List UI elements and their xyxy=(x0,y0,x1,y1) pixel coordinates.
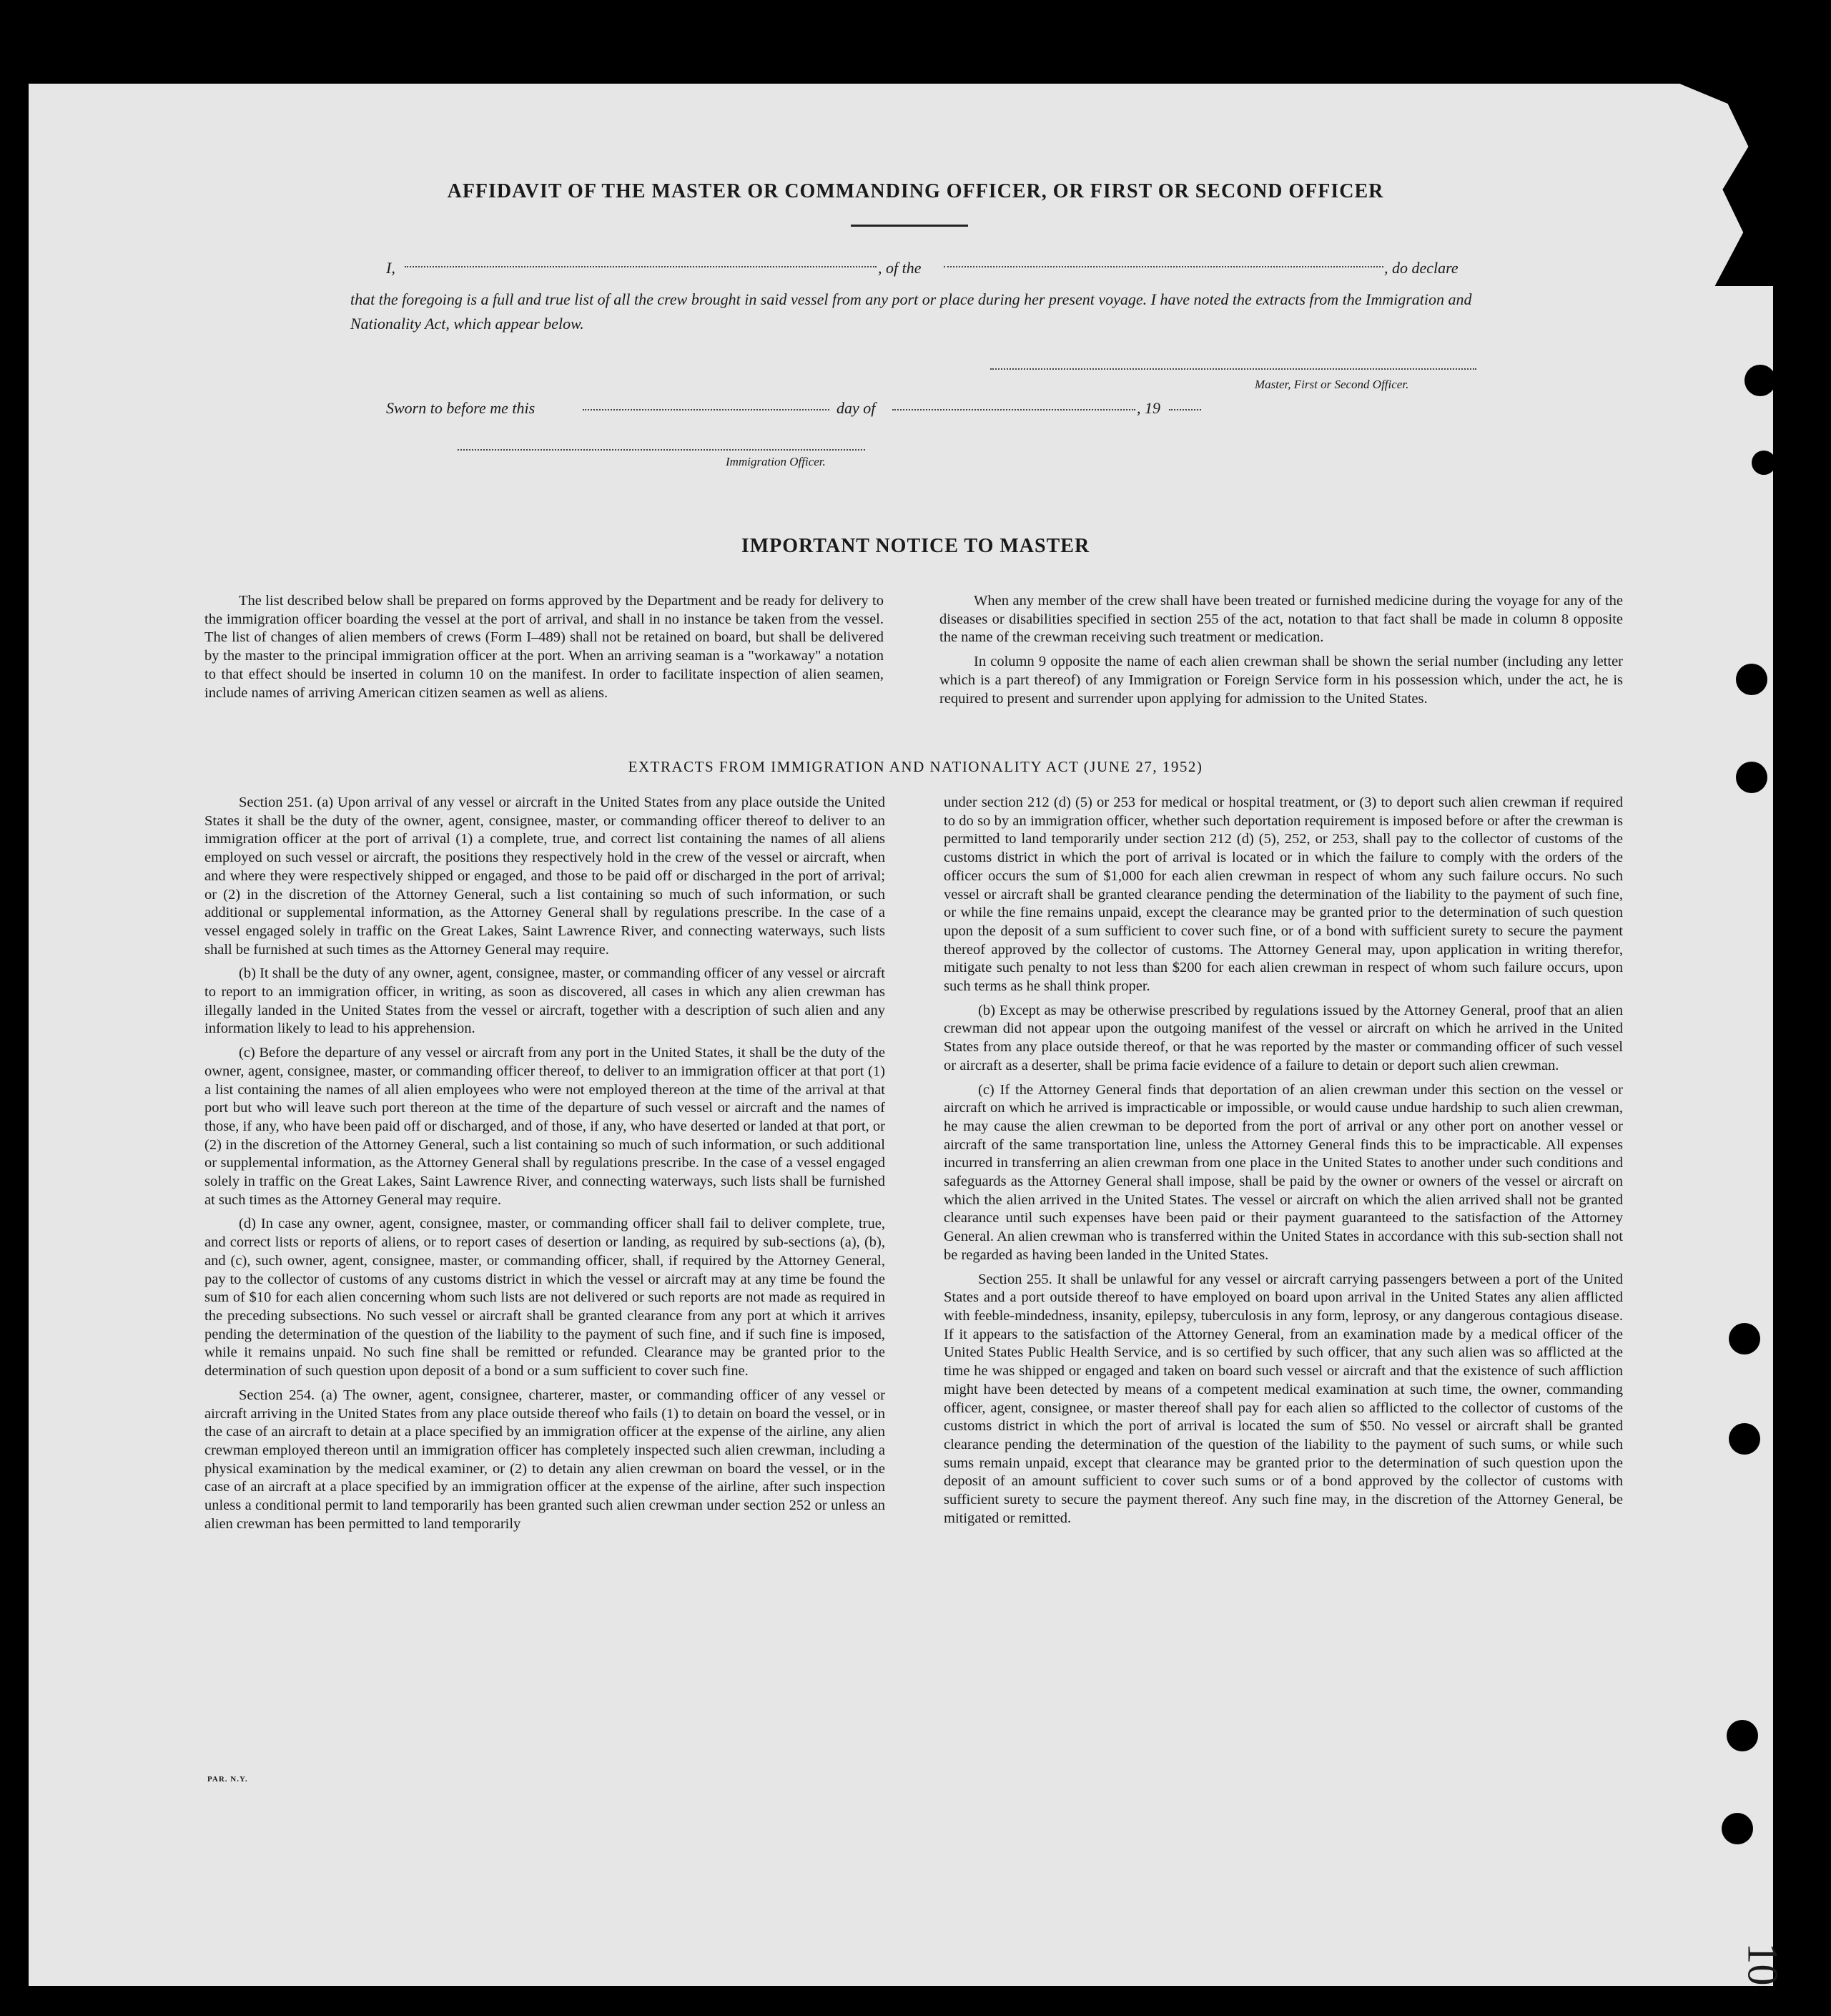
line-i: I, xyxy=(386,259,395,277)
extract-paragraph: (d) In case any owner, agent, consignee, master, or commanding officer shall fail to deliver complete, true, and correct lists or reports of aliens, or to report cases of desertion or landing, as required by sub-sections (a), (b), and (c), such owner, agent, consignee, master, or commanding officer, shall, if required by the Attorney General, pay to the collector of customs of any customs district in which the vessel or aircraft may at any time be found the sum of $10 for each alien concerning whom such lists are not delivered or such reports are not made as required in the preceding subsections. No such vessel or aircraft shall be granted clearance from any port at which it arrives pending the determination of the question of the liability to the payment of such fine, and if such fine is imposed, while it remains unpaid. No such fine shall be remitted or refunded. Clearance may be granted prior to the determination of such question upon deposit of a bond or a sum sufficient to cover such fine. xyxy=(204,1216,885,1380)
extract-paragraph: (b) Except as may be otherwise prescribed by regulations issued by the Attorney General, proof that an alien crewman did not appear upon the outgoing manifest of the vessel or aircraft on which he arrived in the United States from any place outside thereof, or that he was reported by the master or commanding officer of such vessel or aircraft as a deserter, shall be prima facie evidence of a failure to detain or deport such alien crewman. xyxy=(944,1002,1623,1073)
extract-paragraph: (c) If the Attorney General finds that deportation of an alien crewman under this section on the vessel or aircraft on which he arrived is impracticable or impossible, or would cause undue hardship to such alien crewman, he may cause the alien crewman to be deported from the port of arrival or any other port on another vessel or aircraft of the same transportation line, unless the Attorney General finds this to be impracticable. All expenses incurred in transferring an alien crewman from one place in the United States to another under such conditions and safeguards as the Attorney General shall impose, shall be paid by the owner or owners of the vessel or aircraft on which the alien arrived in the United States. The vessel or aircraft on which the alien arrived shall not be granted clearance until such expenses have been paid or their payment guaranteed to the satisfaction of the Attorney General. An alien crewman who is transferred within the United States in accordance with this sub-section shall not be regarded as having been landed in the United States. xyxy=(944,1081,1623,1263)
punch-hole xyxy=(1722,1813,1753,1844)
notice-right-paragraph: In column 9 opposite the name of each alien crewman shall be shown the serial number (including any letter which is a part thereof) of any Immigration or Foreign Service form in his possession which, under the act, he is required to present and surrender upon applying for admission to the United States. xyxy=(939,654,1623,707)
line-of-the: , of the xyxy=(878,259,922,277)
notice-right-paragraph: When any member of the crew shall have been treated or furnished medicine during the voyage for any of the diseases or disabilities specified in section 255 of the act, notation to that fact shall be made in column 8 opposite the name of the crewman receiving such treatment or medication. xyxy=(939,593,1623,646)
notice-left-paragraph: The list described below shall be prepared on forms approved by the Department and be ready for delivery to the immigration officer boarding the vessel at the port of arrival, and shall in no instance be taken from the vessel. The list of changes of alien members of crews (Form I–489) shall not be retained on board, but shall be delivered by the master to the principal immigration officer at the port. When an arriving seaman is a "workaway" a notation to that effect should be inserted in column 10 on the manifest. In order to facilitate inspection of alien seamen, include names of arriving American citizen seamen as well as aliens. xyxy=(204,593,884,701)
vessel-blank[interactable] xyxy=(944,266,1383,267)
punch-hole xyxy=(1744,365,1776,396)
extracts-left-column xyxy=(204,794,885,1539)
extracts-title: EXTRACTS FROM IMMIGRATION AND NATIONALITY ACT (JUNE 27, 1952) xyxy=(628,758,1203,775)
extract-paragraph: under section 212 (d) (5) or 253 for medical or hospital treatment, or (3) to deport such alien crewman if required to do so by an immigration officer, whether such deportation requirement is imposed before or after the crewman is permitted to land temporarily under section 212 (d) (5), 252, or 253, shall pay to the collector of customs of the customs district in which the port of arrival is located or in which the failure to comply with the orders of the officer occurs the sum of $1,000 for each alien crewman in respect of whom any such failure occurs. No such vessel or aircraft shall be granted clearance pending the determination of the liability to the payment of such fine, or while the fine remains unpaid, except the clearance may be granted prior to the determination of such question upon the deposit of a sum sufficient to cover such fine, or of a bond with sufficient surety to secure the payment thereof approved by the collector of customs. The Attorney General may, upon application in writing therefor, mitigate such penalty to not less than $200 for each alien crewman in respect of whom such failure occurs, upon such terms as he shall think proper. xyxy=(944,795,1623,995)
notice-right xyxy=(939,592,1623,714)
sworn-month-blank[interactable] xyxy=(892,409,1135,410)
extract-paragraph: Section 251. (a) Upon arrival of any vessel or aircraft in the United States from any place outside the United States it shall be the duty of the owner, agent, consignee, master, or commanding officer thereof to deliver to an immigration officer at the port of arrival (1) a complete, true, and correct list containing the names of all aliens employed on such vessel or aircraft, the positions they respectively hold in the crew of the vessel or aircraft, when and where they were respectively shipped or engaged, and those to be paid off or discharged in the port of arrival; or (2) in the discretion of the Attorney General, such a list containing so much of such information, or such additional or supplemental information, as the Attorney General shall by regulations prescribe. In the case of a vessel engaged solely in traffic on the Great Lakes, Saint Lawrence River, and connecting waterways, such lists shall be furnished at such times as the Attorney General may require. xyxy=(204,795,885,958)
extract-paragraph: (b) It shall be the duty of any owner, agent, consignee, master, or commanding officer of any vessel or aircraft to report to an immigration officer, in writing, as soon as discovered, all cases in which any alien crewman has illegally landed in the United States from the vessel or aircraft, together with a description of such alien and any information likely to lead to his apprehension. xyxy=(204,965,885,1037)
master-signature-blank[interactable] xyxy=(990,368,1476,370)
line-do-declare: , do declare xyxy=(1384,259,1459,277)
notice-left xyxy=(204,592,884,708)
day-of-text: day of xyxy=(836,399,876,417)
sworn-day-blank[interactable] xyxy=(583,409,829,410)
master-label: Master, First or Second Officer. xyxy=(1255,378,1409,391)
punch-hole xyxy=(1752,451,1776,475)
sworn-year-blank[interactable] xyxy=(1169,409,1201,410)
name-blank[interactable] xyxy=(405,266,877,267)
printer-mark: PAR. N.Y. xyxy=(207,1775,248,1784)
officer-signature-blank[interactable] xyxy=(458,449,865,451)
sworn-text: Sworn to before me this xyxy=(386,399,536,417)
extracts-right-column xyxy=(944,794,1623,1533)
officer-label: Immigration Officer. xyxy=(726,455,826,468)
punch-hole xyxy=(1727,1720,1758,1751)
title-rule xyxy=(851,225,968,227)
extract-paragraph: (c) Before the departure of any vessel or aircraft from any port in the United States, it shall be the duty of the owner, agent, consignee, master, or commanding officer thereof, to deliver to an immigration officer at that port (1) a list containing the names of all alien employees who were not employed thereon at the time of the arrival at that port but who will leave such port thereon at the time of the departure of such vessel or aircraft and the names of those, if any, who have been paid off or discharged, and of those, if any, who have deserted or landed at that port, or (2) in the discretion of the Attorney General, such a list containing so much of such information, or such additional or supplemental information, as the Attorney General shall by regulations prescribe. In the case of a vessel engaged solely in traffic on the Great Lakes, Saint Lawrence River, and connecting waterways, such lists shall be furnished at such times as the Attorney General may require. xyxy=(204,1045,885,1208)
page-number: 10 xyxy=(1739,1942,1787,1986)
extract-paragraph: Section 255. It shall be unlawful for any vessel or aircraft carrying passengers between a port of the United States and a port outside thereof to have employed on board upon arrival in the United States any alien afflicted with feeble-mindedness, insanity, epilepsy, tuberculosis in any form, leprosy, or any dangerous contagious disease. If it appears to the satisfaction of the Attorney General, from an examination made by a medical officer of the United States Public Health Service, and is so certified by such officer, that any such alien was so afflicted at the time he was shipped or engaged and taken on board such vessel or aircraft and that the existence of such affliction might have been detected by means of a competent medical examination at such time, the owner, commanding officer, agent, consignee, or master thereof shall pay for each alien so afflicted to the collector of customs of the customs district in which the port of arrival is located the sum of $50. No vessel or aircraft shall be granted clearance pending the determination of the question of the liability to the payment of such sums, or while such sums remain unpaid, except that clearance may be granted prior to the determination of such question upon the deposit of an amount sufficient to cover such sums or of a bond approved by the collector of customs with sufficient surety to secure the payment thereof. Any such fine may, in the discretion of the Attorney General, be mitigated or remitted. xyxy=(944,1271,1623,1526)
year-text: , 19 xyxy=(1137,399,1160,417)
affidavit-title: AFFIDAVIT OF THE MASTER OR COMMANDING OFFICER, OR FIRST OR SECOND OFFICER xyxy=(447,180,1384,202)
extract-paragraph: Section 254. (a) The owner, agent, consignee, charterer, master, or commanding officer of any vessel or aircraft arriving in the United States from any place outside thereof who fails (1) to detain on board the vessel, or in the case of an aircraft to detain at a place specified by an immigration officer at the expense of the airline, any alien crewman employed thereon until an immigration officer has completely inspected such alien crewman, including a physical examination by the medical examiner, or (2) to detain any alien crewman on board the vessel, or in the case of an aircraft at a place specified by an immigration officer at the expense of the airline, after such inspection unless a conditional permit to land temporarily has been granted such alien crewman under section 252 or unless an alien crewman has been permitted to land temporarily xyxy=(204,1387,885,1532)
punch-hole xyxy=(1729,1423,1760,1455)
punch-hole xyxy=(1736,664,1767,695)
declaration-text: that the foregoing is a full and true list of all the crew brought in said vessel from any port or place during her present voyage. I have noted the extracts from the Immigration and Nationality Act, which appear below. xyxy=(350,290,1472,333)
punch-hole xyxy=(1729,1323,1760,1354)
notice-title: IMPORTANT NOTICE TO MASTER xyxy=(741,535,1090,557)
